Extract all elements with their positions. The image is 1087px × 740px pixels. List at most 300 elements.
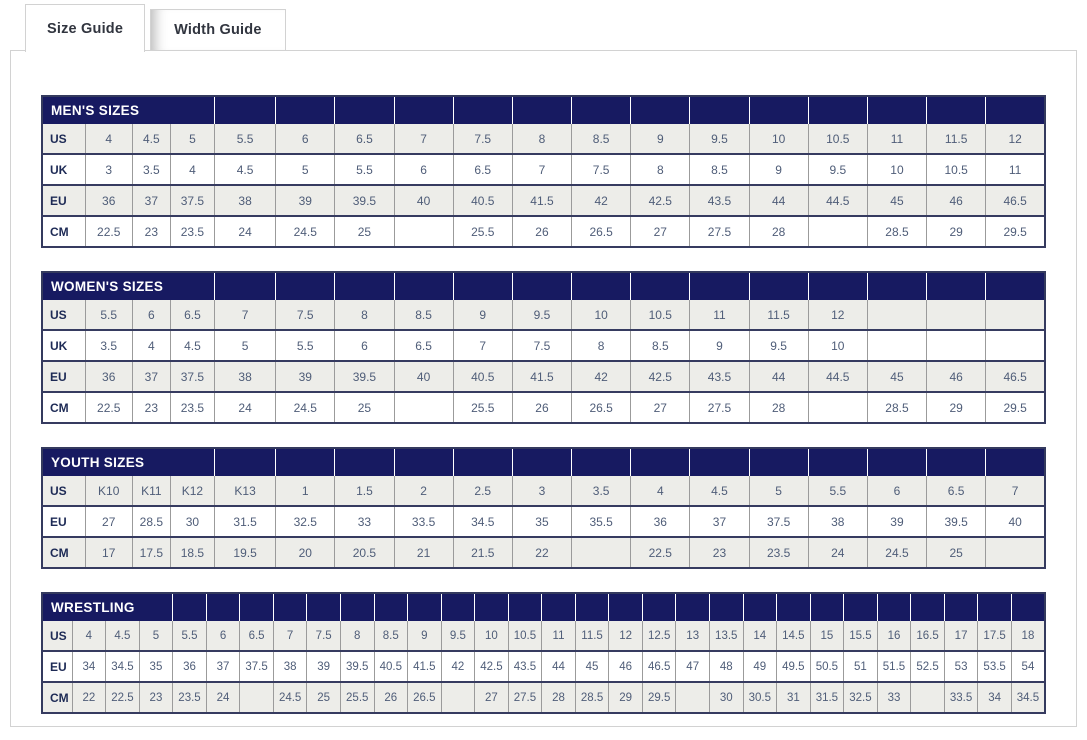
size-cell: 26.5 <box>572 216 631 247</box>
size-cell: 4 <box>85 124 132 154</box>
size-cell: 27.5 <box>508 682 542 713</box>
size-cell: 34.5 <box>453 506 512 537</box>
table-row <box>42 621 1045 651</box>
size-cell: 4.5 <box>170 330 214 361</box>
size-cell: 45 <box>867 185 926 216</box>
size-cell: 11 <box>690 300 749 330</box>
header-cell <box>808 96 867 124</box>
header-cell <box>844 593 878 621</box>
size-cell: 35 <box>512 506 571 537</box>
size-cell: 35 <box>139 651 173 682</box>
header-cell <box>572 448 631 476</box>
size-cell: 27.5 <box>690 216 749 247</box>
size-cell: 49 <box>743 651 777 682</box>
size-cell: 25 <box>335 392 394 423</box>
size-cell: 7.5 <box>512 330 571 361</box>
size-cell: 21.5 <box>453 537 512 568</box>
size-table-wrestling <box>41 592 1046 714</box>
row-label-eu: EU <box>42 651 72 682</box>
size-cell: 6 <box>867 476 926 506</box>
size-cell: 28 <box>542 682 576 713</box>
size-cell: 17.5 <box>978 621 1012 651</box>
size-cell <box>394 392 453 423</box>
size-cell: 3.5 <box>572 476 631 506</box>
size-cell: 18 <box>1011 621 1045 651</box>
size-cell: 37 <box>206 651 240 682</box>
size-cell: 42.5 <box>631 185 690 216</box>
size-cell: 24 <box>215 216 276 247</box>
size-cell <box>240 682 274 713</box>
size-cell: 24 <box>215 392 276 423</box>
size-cell <box>572 537 631 568</box>
size-cell: 42 <box>572 185 631 216</box>
size-cell: 39.5 <box>927 506 986 537</box>
size-cell: 5 <box>215 330 276 361</box>
size-cell: 41.5 <box>512 185 571 216</box>
size-cell: 4 <box>631 476 690 506</box>
size-cell: 7 <box>215 300 276 330</box>
size-cell: 49.5 <box>777 651 811 682</box>
size-cell: 7.5 <box>276 300 335 330</box>
size-cell: 32.5 <box>844 682 878 713</box>
row-label-us: US <box>42 476 85 506</box>
size-cell: 3.5 <box>132 154 170 185</box>
size-cell: 17.5 <box>132 537 170 568</box>
size-cell: 28 <box>749 392 808 423</box>
size-cell: 9.5 <box>512 300 571 330</box>
header-cell <box>335 448 394 476</box>
size-cell: 22.5 <box>106 682 140 713</box>
size-cell: 10 <box>572 300 631 330</box>
header-cell <box>631 96 690 124</box>
size-cell: 40 <box>986 506 1045 537</box>
size-cell: 39.5 <box>340 651 374 682</box>
size-cell: 29 <box>609 682 643 713</box>
size-cell: 23 <box>139 682 173 713</box>
size-cell: K12 <box>170 476 214 506</box>
size-cell: 5 <box>276 154 335 185</box>
size-cell: 31 <box>777 682 811 713</box>
row-label-us: US <box>42 300 85 330</box>
size-cell: 6.5 <box>394 330 453 361</box>
header-cell <box>986 272 1045 300</box>
header-cell <box>867 272 926 300</box>
size-cell: 27.5 <box>690 392 749 423</box>
size-cell: 53 <box>944 651 978 682</box>
size-cell: 27 <box>475 682 509 713</box>
size-cell: 4 <box>132 330 170 361</box>
size-cell: 16 <box>877 621 911 651</box>
size-cell: 7.5 <box>307 621 341 651</box>
size-cell: 44 <box>542 651 576 682</box>
size-cell: 7 <box>453 330 512 361</box>
size-cell: 46 <box>609 651 643 682</box>
header-cell <box>394 448 453 476</box>
size-cell <box>808 216 867 247</box>
header-cell <box>927 96 986 124</box>
size-cell: 18.5 <box>170 537 214 568</box>
header-cell <box>215 96 276 124</box>
size-cell: 35.5 <box>572 506 631 537</box>
tables-area <box>41 95 1046 714</box>
size-cell: 28.5 <box>575 682 609 713</box>
size-cell: 50.5 <box>810 651 844 682</box>
header-cell <box>676 593 710 621</box>
size-cell: 23.5 <box>749 537 808 568</box>
size-cell: 26 <box>512 392 571 423</box>
size-cell: 7 <box>512 154 571 185</box>
size-cell: 37.5 <box>170 361 214 392</box>
header-cell <box>709 593 743 621</box>
size-cell: 11 <box>867 124 926 154</box>
size-cell: 43.5 <box>508 651 542 682</box>
size-cell: 9.5 <box>690 124 749 154</box>
size-cell <box>394 216 453 247</box>
size-cell: 29.5 <box>986 392 1045 423</box>
size-cell: 9 <box>749 154 808 185</box>
size-cell: 39.5 <box>335 361 394 392</box>
size-cell: 27 <box>85 506 132 537</box>
size-table-youth-sizes <box>41 447 1046 569</box>
size-cell: 6 <box>132 300 170 330</box>
header-cell <box>877 593 911 621</box>
size-cell: 23 <box>132 216 170 247</box>
size-cell: 1.5 <box>335 476 394 506</box>
size-cell: 2 <box>394 476 453 506</box>
row-label-cm: CM <box>42 682 72 713</box>
size-cell: 4.5 <box>690 476 749 506</box>
size-cell: 24.5 <box>276 216 335 247</box>
size-cell: 43.5 <box>690 185 749 216</box>
size-cell: 22 <box>512 537 571 568</box>
size-cell: 34 <box>978 682 1012 713</box>
size-cell: 30.5 <box>743 682 777 713</box>
size-cell: 8.5 <box>572 124 631 154</box>
size-cell: 42 <box>441 651 475 682</box>
size-cell: 25.5 <box>453 216 512 247</box>
size-cell: 40 <box>394 361 453 392</box>
header-cell <box>206 593 240 621</box>
header-cell <box>512 96 571 124</box>
header-cell <box>276 96 335 124</box>
table-row <box>42 651 1045 682</box>
size-cell: 37 <box>690 506 749 537</box>
size-cell <box>927 330 986 361</box>
size-cell: 9.5 <box>808 154 867 185</box>
size-cell: 13 <box>676 621 710 651</box>
row-label-uk: UK <box>42 330 85 361</box>
table-row <box>42 537 1045 568</box>
table-row <box>42 216 1045 247</box>
header-cell <box>749 96 808 124</box>
size-cell: 8 <box>335 300 394 330</box>
header-cell <box>394 96 453 124</box>
size-cell: 24.5 <box>867 537 926 568</box>
row-label-eu: EU <box>42 185 85 216</box>
size-cell: 40.5 <box>374 651 408 682</box>
header-cell <box>944 593 978 621</box>
header-cell <box>609 593 643 621</box>
size-cell: 8.5 <box>690 154 749 185</box>
table-row <box>42 361 1045 392</box>
size-table-men-s-sizes <box>41 95 1046 248</box>
size-cell: 10.5 <box>508 621 542 651</box>
size-cell: 10.5 <box>808 124 867 154</box>
size-cell: 29.5 <box>986 216 1045 247</box>
header-cell <box>215 448 276 476</box>
size-cell: 27 <box>631 216 690 247</box>
size-cell <box>927 300 986 330</box>
size-cell: 4.5 <box>132 124 170 154</box>
size-cell: 33.5 <box>394 506 453 537</box>
size-cell: 54 <box>1011 651 1045 682</box>
size-cell: 34.5 <box>1011 682 1045 713</box>
size-cell: 7 <box>273 621 307 651</box>
size-cell: 42.5 <box>631 361 690 392</box>
size-cell <box>867 330 926 361</box>
size-table-women-s-sizes <box>41 271 1046 424</box>
header-cell <box>453 272 512 300</box>
size-cell: 5.5 <box>85 300 132 330</box>
table-title-wrestling: WRESTLING <box>42 593 173 621</box>
size-cell: 5 <box>139 621 173 651</box>
size-cell: 37.5 <box>170 185 214 216</box>
size-cell: 53.5 <box>978 651 1012 682</box>
size-cell: 27 <box>631 392 690 423</box>
size-cell: 6.5 <box>453 154 512 185</box>
size-cell: 10 <box>867 154 926 185</box>
size-cell: 38 <box>808 506 867 537</box>
row-label-eu: EU <box>42 506 85 537</box>
size-cell <box>986 537 1045 568</box>
size-cell: 6.5 <box>927 476 986 506</box>
size-cell: 4.5 <box>106 621 140 651</box>
size-cell: 44 <box>749 185 808 216</box>
size-cell: 9.5 <box>441 621 475 651</box>
header-cell <box>572 272 631 300</box>
header-cell <box>743 593 777 621</box>
header-cell <box>408 593 442 621</box>
size-cell: 8.5 <box>631 330 690 361</box>
size-cell: 25.5 <box>453 392 512 423</box>
header-cell <box>642 593 676 621</box>
header-cell <box>867 96 926 124</box>
size-cell: 23 <box>690 537 749 568</box>
header-cell <box>808 272 867 300</box>
size-cell: 5 <box>749 476 808 506</box>
size-cell: 2.5 <box>453 476 512 506</box>
row-label-eu: EU <box>42 361 85 392</box>
size-cell: 22.5 <box>85 392 132 423</box>
size-cell: 51 <box>844 651 878 682</box>
size-guide-panel <box>10 50 1077 727</box>
size-cell: 28.5 <box>867 216 926 247</box>
size-cell: 6 <box>206 621 240 651</box>
size-cell: 29.5 <box>642 682 676 713</box>
table-row <box>42 330 1045 361</box>
size-cell: 6.5 <box>170 300 214 330</box>
size-cell: 23.5 <box>173 682 207 713</box>
size-cell: 8.5 <box>394 300 453 330</box>
size-cell: 36 <box>631 506 690 537</box>
size-cell: 23.5 <box>170 216 214 247</box>
header-cell <box>986 96 1045 124</box>
size-cell: 46.5 <box>986 185 1045 216</box>
header-cell <box>273 593 307 621</box>
size-cell: 23 <box>132 392 170 423</box>
size-cell: 40.5 <box>453 361 512 392</box>
size-cell: 22.5 <box>85 216 132 247</box>
size-cell: 16.5 <box>911 621 945 651</box>
header-cell <box>394 272 453 300</box>
size-cell: 28.5 <box>867 392 926 423</box>
size-cell: 26 <box>374 682 408 713</box>
size-cell: 24.5 <box>273 682 307 713</box>
size-cell: 52.5 <box>911 651 945 682</box>
table-row <box>42 682 1045 713</box>
size-cell: 42.5 <box>475 651 509 682</box>
size-cell: 45 <box>867 361 926 392</box>
header-cell <box>777 593 811 621</box>
header-cell <box>340 593 374 621</box>
size-cell: 8 <box>572 330 631 361</box>
size-cell: 24 <box>206 682 240 713</box>
header-cell <box>978 593 1012 621</box>
size-cell: 10 <box>475 621 509 651</box>
table-title-youth-sizes: YOUTH SIZES <box>42 448 215 476</box>
size-cell: 47 <box>676 651 710 682</box>
size-cell: 37.5 <box>749 506 808 537</box>
header-cell <box>335 96 394 124</box>
size-cell: 10 <box>808 330 867 361</box>
size-cell: 19.5 <box>215 537 276 568</box>
header-cell <box>276 448 335 476</box>
size-cell: 30 <box>170 506 214 537</box>
size-cell: 39 <box>276 185 335 216</box>
size-cell: 40.5 <box>453 185 512 216</box>
size-cell: 20 <box>276 537 335 568</box>
size-cell: 20.5 <box>335 537 394 568</box>
header-cell <box>1011 593 1045 621</box>
header-cell <box>542 593 576 621</box>
size-cell: 17 <box>85 537 132 568</box>
header-cell <box>453 448 512 476</box>
size-cell: 15.5 <box>844 621 878 651</box>
size-cell: 39 <box>867 506 926 537</box>
size-cell: 28.5 <box>132 506 170 537</box>
size-cell: 26 <box>512 216 571 247</box>
size-cell: 26.5 <box>408 682 442 713</box>
size-cell: 8 <box>340 621 374 651</box>
size-cell: 28 <box>749 216 808 247</box>
size-cell <box>986 330 1045 361</box>
size-cell: 33 <box>877 682 911 713</box>
size-cell: 38 <box>273 651 307 682</box>
size-cell: 8 <box>631 154 690 185</box>
table-row <box>42 506 1045 537</box>
size-cell: K13 <box>215 476 276 506</box>
header-cell <box>927 272 986 300</box>
size-cell: 14 <box>743 621 777 651</box>
size-cell: 34 <box>72 651 106 682</box>
size-cell: 38 <box>215 185 276 216</box>
table-row <box>42 476 1045 506</box>
size-cell: 7 <box>986 476 1045 506</box>
size-cell: 39 <box>307 651 341 682</box>
header-cell <box>173 593 207 621</box>
size-cell: 6.5 <box>240 621 274 651</box>
size-cell: 9 <box>408 621 442 651</box>
header-cell <box>441 593 475 621</box>
table-row <box>42 392 1045 423</box>
size-cell: 5.5 <box>276 330 335 361</box>
size-cell: 12.5 <box>642 621 676 651</box>
size-cell: 41.5 <box>408 651 442 682</box>
size-cell <box>676 682 710 713</box>
table-title-men-s-sizes: MEN'S SIZES <box>42 96 215 124</box>
row-label-uk: UK <box>42 154 85 185</box>
size-cell: 22 <box>72 682 106 713</box>
size-cell: 6 <box>394 154 453 185</box>
size-cell: 37 <box>132 361 170 392</box>
size-cell: 7.5 <box>572 154 631 185</box>
size-cell: 12 <box>986 124 1045 154</box>
table-row <box>42 185 1045 216</box>
header-cell <box>867 448 926 476</box>
size-cell: 34.5 <box>106 651 140 682</box>
size-cell: 33 <box>335 506 394 537</box>
size-cell: 46.5 <box>642 651 676 682</box>
row-label-cm: CM <box>42 392 85 423</box>
size-cell: 33.5 <box>944 682 978 713</box>
header-cell <box>810 593 844 621</box>
size-cell: 48 <box>709 651 743 682</box>
size-cell: 29 <box>927 392 986 423</box>
size-cell: 10.5 <box>927 154 986 185</box>
size-cell: 6.5 <box>335 124 394 154</box>
size-cell: 11.5 <box>927 124 986 154</box>
size-cell: 23.5 <box>170 392 214 423</box>
size-cell: 10.5 <box>631 300 690 330</box>
header-cell <box>911 593 945 621</box>
size-cell: 10 <box>749 124 808 154</box>
size-cell: 5.5 <box>335 154 394 185</box>
size-cell: 31.5 <box>810 682 844 713</box>
tab-bar <box>0 0 1087 50</box>
header-cell <box>512 448 571 476</box>
size-cell: 4.5 <box>215 154 276 185</box>
size-cell: 11.5 <box>575 621 609 651</box>
header-cell <box>335 272 394 300</box>
size-cell: 25 <box>307 682 341 713</box>
size-cell: 24 <box>808 537 867 568</box>
size-cell: 14.5 <box>777 621 811 651</box>
tab-size-guide[interactable]: Size Guide <box>25 4 145 52</box>
size-cell: 7.5 <box>453 124 512 154</box>
header-cell <box>475 593 509 621</box>
size-cell: 46 <box>927 185 986 216</box>
tab-width-guide[interactable]: Width Guide <box>150 9 285 50</box>
size-cell: 9 <box>690 330 749 361</box>
size-cell: 11 <box>986 154 1045 185</box>
size-cell: 12 <box>609 621 643 651</box>
header-cell <box>575 593 609 621</box>
header-cell <box>276 272 335 300</box>
size-cell: 13.5 <box>709 621 743 651</box>
header-cell <box>572 96 631 124</box>
size-cell: 8 <box>512 124 571 154</box>
row-label-us: US <box>42 621 72 651</box>
